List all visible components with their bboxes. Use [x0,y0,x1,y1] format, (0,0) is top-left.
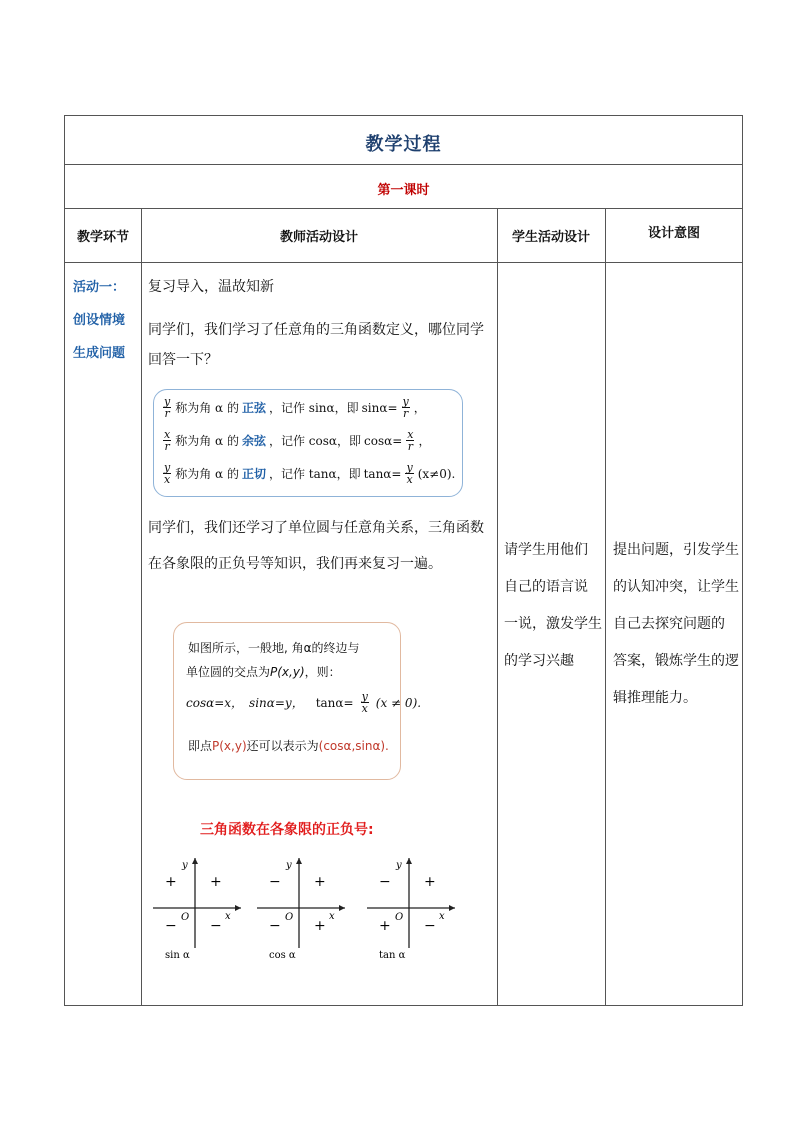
header-teacher: 教师活动设计 [279,230,358,245]
x-axis-label: x [439,911,445,922]
y-axis-label: y [182,860,188,871]
definition-sin: $\frac{y}{r}$ 称为角 α 的 正弦 ，记作 sinα，即 sinα= $\frac{y}{r}$ ， [164,395,426,420]
student-line: 自己的语言说 [504,579,588,595]
intent-line: 的认知冲突，让学生 [613,579,739,595]
teaching-process-table [64,115,743,1006]
quadrant-signs-title: 三角函数在各象限的正负号: [200,822,374,838]
col-divider [141,208,142,1005]
function-label: tan α [379,950,406,961]
quadrant-sign-charts [151,856,461,966]
student-line: 请学生用他们 [504,542,588,558]
unit-circle-line: 单位圆的交点为P(x,y)，则： [186,665,341,679]
activity-line: 创设情境 [73,313,126,328]
y-axis-arrow-icon [296,858,302,864]
origin-label: O [395,912,404,923]
unit-circle-line: 即点P(x,y)还可以表示为(cosα,sinα). [188,739,389,753]
review-line: 在各象限的正负号等知识，我们再来复习一遍。 [148,556,442,572]
quadrant-4-sign: − [210,918,222,934]
row-divider [65,262,742,263]
col-divider [497,208,498,1005]
intent-line: 辑推理能力。 [613,690,697,706]
unit-circle-box [173,622,422,780]
student-activity [504,532,602,680]
table-title: 教学过程 [365,134,442,155]
definition-box [153,389,463,497]
quadrant-2-sign: + [165,874,177,890]
quadrant-1-sign: + [314,874,326,890]
quadrant-3-sign: + [379,918,391,934]
y-axis-arrow-icon [192,858,198,864]
x-axis-label: x [225,911,231,922]
header-intent: 设计意图 [647,226,700,241]
quadrant-1-sign: + [424,874,436,890]
activity-label [73,271,135,370]
y-axis-arrow-icon [406,858,412,864]
header-stage: 教学环节 [76,230,129,245]
definition-tan: $\frac{y}{x}$ 称为角 α 的 正切 ，记作 tanα，即 tanα= $\frac{y}{x}$ (x≠0). [164,461,456,486]
question-text [148,315,484,375]
x-axis-arrow-icon [339,905,345,911]
student-line: 的学习兴趣 [504,653,574,669]
quadrant-4-sign: + [314,918,326,934]
definition-cos: $\frac{x}{r}$ 称为角 α 的 余弦 ，记作 cosα，即 cosα= $\frac{x}{r}$ ， [164,428,431,453]
activity-line: 生成问题 [73,346,126,361]
function-label: cos α [269,950,296,961]
origin-label: O [181,912,190,923]
intent-line: 提出问题，引发学生 [613,542,739,558]
origin-label: O [285,912,294,923]
lesson-label: 第一课时 [377,183,430,198]
y-axis-label: y [396,860,402,871]
y-axis-label: y [286,860,292,871]
header-student: 学生活动设计 [511,230,590,245]
quadrant-3-sign: − [269,918,281,934]
x-axis-arrow-icon [235,905,241,911]
intro-text: 复习导入，温故知新 [148,279,274,295]
design-intent [613,532,739,717]
question-line: 同学们，我们学习了任意角的三角函数定义，哪位同学 [148,322,484,338]
unit-circle-formulas: cosα=x， sinα=y， tanα= $\frac{y}{x}$ (x ≠ 0). [186,690,422,715]
intent-line: 自己去探究问题的 [613,616,725,632]
question-line: 回答一下？ [148,352,218,368]
quadrant-2-sign: − [269,874,281,890]
quadrant-3-sign: − [165,918,177,934]
review-text [148,510,484,582]
unit-circle-line: 如图所示，一般地, 角α的终边与 [188,641,360,655]
quadrant-4-sign: − [424,918,436,934]
review-line: 同学们，我们还学习了单位圆与任意角关系，三角函数 [148,520,484,536]
quadrant-1-sign: + [210,874,222,890]
row-divider [65,208,742,209]
quadrant-2-sign: − [379,874,391,890]
student-line: 一说，激发学生 [504,616,602,632]
function-label: sin α [165,950,190,961]
col-divider [605,208,606,1005]
row-divider [65,164,742,165]
x-axis-arrow-icon [449,905,455,911]
activity-line: 活动一： [73,280,126,295]
x-axis-label: x [329,911,335,922]
intent-line: 答案，锻炼学生的逻 [613,653,739,669]
